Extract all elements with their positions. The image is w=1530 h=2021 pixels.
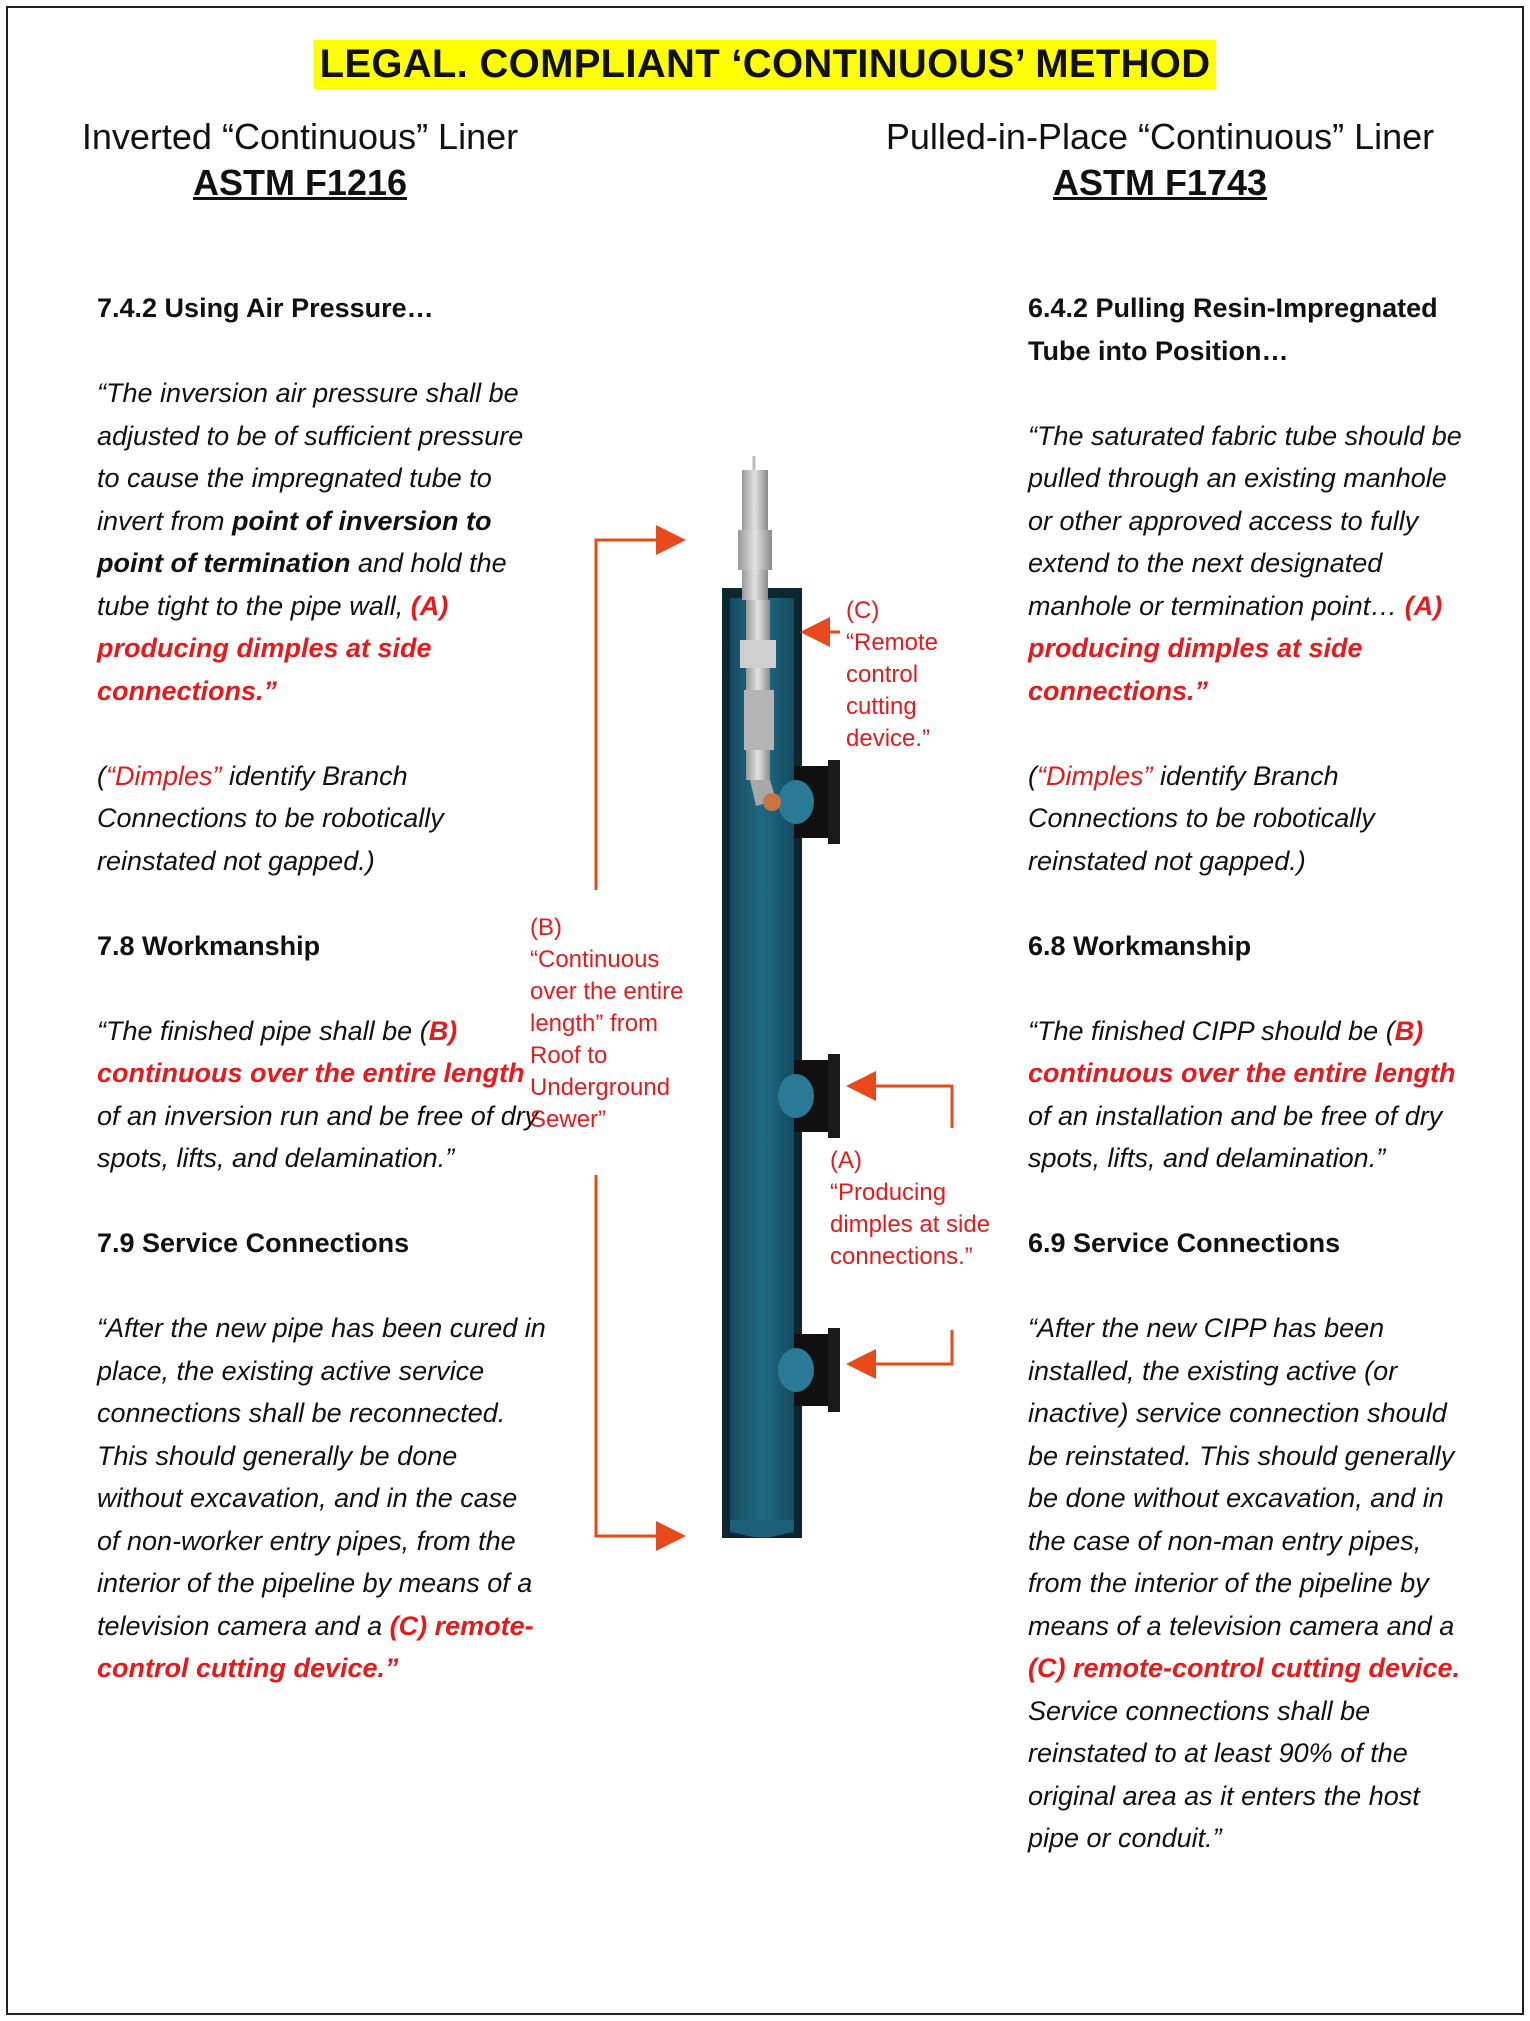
quote-red-bold: B): [428, 1015, 458, 1046]
quote-red-bold: (C) remote-control cutting device.: [1028, 1653, 1461, 1683]
quote-text: “After the new pipe has been cured in place, the existing active service connections shall be reconnected. This should generally be done without excavation, and in the case of non-worker entry pipes, from the interior of the pipeline by means of a television camera and a: [97, 1313, 546, 1641]
left-section-7-4-2-heading: 7.4.2 Using Air Pressure…: [97, 293, 434, 323]
annotation-a-text: “Producing dimples at side connections.”: [830, 1179, 991, 1270]
right-column: [1028, 287, 1478, 1902]
annotation-a-label: (A): [830, 1147, 862, 1174]
annotation-a: [830, 1145, 1000, 1273]
quote-text: “The saturated fabric tube should be pulled through an existing manhole or other approved access to fully extend to the next designated manhole or termination point…: [1028, 420, 1462, 621]
annotation-b: [530, 912, 700, 1136]
left-column: [97, 287, 547, 1732]
quote-red-bold: (A) producing dimples at side connections.”: [1028, 590, 1443, 706]
note-text: identify Branch Connections to be robotically reinstated not gapped.): [97, 760, 444, 876]
note-text: (: [1028, 760, 1037, 791]
note-red: “Dimples”: [106, 760, 222, 791]
left-standard: ASTM F1216: [192, 162, 408, 203]
right-section-6-4-2-heading: 6.4.2 Pulling Resin-Impregnated Tube into Position…: [1028, 293, 1438, 366]
quote-red-bold: (A) producing dimples at side connections.”: [97, 590, 449, 706]
annotation-b-text: “Continuous over the entire length” from Roof to Underground Sewer”: [530, 946, 684, 1133]
quote-text: of an inversion run and be free of dry spots, lifts, and delamination.”: [97, 1100, 539, 1173]
annotation-c-label: (C): [846, 597, 880, 624]
left-section-7-8-quote: [97, 1010, 547, 1180]
quote-text: Service connections shall be reinstated to at least 90% of the original area as it enters the host pipe or conduit.”: [1028, 1695, 1420, 1853]
quote-red-bold: B): [1394, 1015, 1424, 1046]
quote-text: “After the new CIPP has been installed, the existing active (or inactive) service connection should be reinstated. This should generally be done without excavation, and in the case of non-man entry pipes, from the interior of the pipeline by means of a television camera and a: [1028, 1313, 1455, 1641]
left-header-line: Inverted “Continuous” Liner: [81, 116, 519, 157]
quote-red-bold: (C) remote-control cutting device.”: [97, 1610, 534, 1683]
right-section-6-8-quote: [1028, 1010, 1478, 1180]
left-section-7-9-quote: [97, 1307, 547, 1690]
left-section-7-8-heading: 7.8 Workmanship: [97, 930, 321, 961]
page-title: LEGAL. COMPLIANT ‘CONTINUOUS’ METHOD: [314, 40, 1217, 89]
right-section-6-4-2-quote: [1028, 415, 1478, 713]
quote-text: “The finished CIPP should be (: [1028, 1015, 1395, 1046]
right-standard: ASTM F1743: [1052, 162, 1268, 203]
note-red: “Dimples”: [1037, 760, 1153, 791]
note-text: (: [97, 760, 106, 791]
right-dimples-note: [1028, 755, 1478, 883]
right-column-header: [840, 114, 1480, 206]
quote-red-bold: continuous over the entire length: [1028, 1058, 1456, 1088]
quote-text: of an installation and be free of dry spots, lifts, and delamination.”: [1028, 1100, 1443, 1173]
title-container: [0, 40, 1530, 89]
annotation-c: [846, 595, 976, 755]
annotation-c-text: “Remote control cutting device.”: [846, 629, 939, 752]
right-section-6-8-heading: 6.8 Workmanship: [1028, 930, 1252, 961]
quote-text: “The inversion air pressure shall be adjusted to be of sufficient pressure to cause the impregnated tube to invert from: [97, 378, 524, 536]
note-text: identify Branch Connections to be robotically reinstated not gapped.): [1028, 760, 1375, 876]
left-section-7-9-heading: 7.9 Service Connections: [97, 1228, 410, 1258]
left-dimples-note: [97, 755, 547, 883]
quote-text: and hold the tube tight to the pipe wall,: [97, 548, 507, 621]
quote-red-bold: continuous over the entire length: [97, 1058, 525, 1088]
quote-bold: point of inversion to point of termination: [97, 505, 492, 578]
annotation-b-label: (B): [530, 914, 562, 941]
quote-text: “The finished pipe shall be (: [97, 1015, 429, 1046]
left-section-7-4-2-quote: [97, 372, 547, 712]
right-section-6-9-quote: [1028, 1307, 1478, 1860]
right-header-line: Pulled-in-Place “Continuous” Liner: [885, 116, 1435, 157]
left-column-header: [20, 114, 580, 206]
right-section-6-9-heading: 6.9 Service Connections: [1028, 1228, 1341, 1258]
